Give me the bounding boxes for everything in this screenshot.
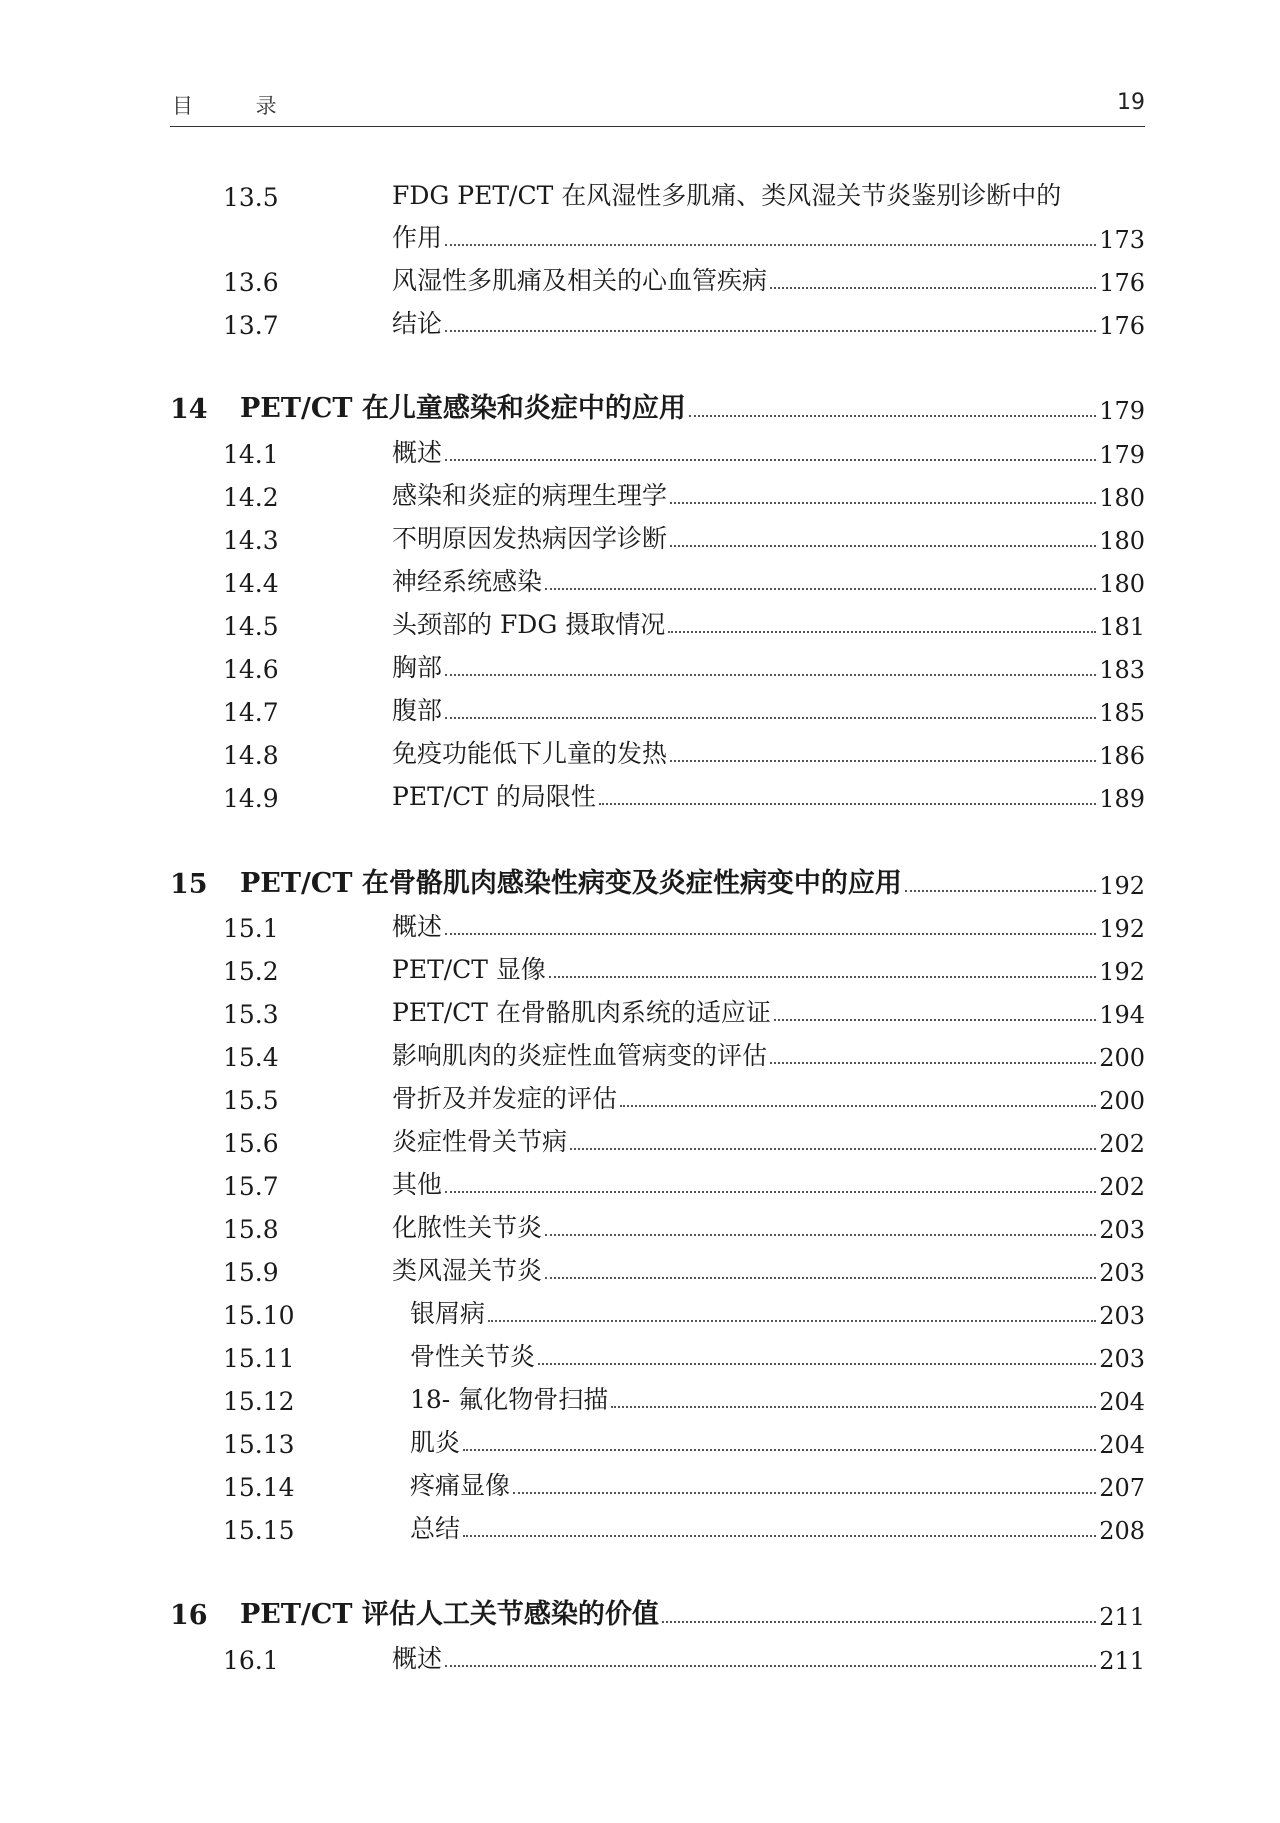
toc-entry-15-5[interactable] bbox=[170, 1075, 1145, 1115]
toc-entry-15-4[interactable] bbox=[170, 1032, 1145, 1072]
dot-leader bbox=[670, 502, 1096, 504]
toc-chapter-15[interactable] bbox=[170, 860, 1145, 900]
entry-number: 15.5 bbox=[223, 1086, 279, 1115]
entry-number: 13.6 bbox=[223, 268, 279, 297]
entry-page: 200 bbox=[1099, 1087, 1145, 1115]
toc-entry-13-5[interactable] bbox=[170, 172, 1145, 212]
chapter-title: PET/CT 在儿童感染和炎症中的应用 bbox=[240, 393, 686, 424]
toc-entry-15-2[interactable] bbox=[170, 946, 1145, 986]
entry-number: 15.4 bbox=[223, 1043, 279, 1072]
entry-title: 胸部 bbox=[392, 653, 443, 682]
toc-entry-15-7[interactable] bbox=[170, 1161, 1145, 1201]
entry-number: 14.4 bbox=[223, 569, 279, 598]
entry-title: FDG PET/CT 在风湿性多肌痛、类风湿关节炎鉴别诊断中的 bbox=[392, 181, 1062, 210]
entry-number: 14.7 bbox=[223, 698, 279, 727]
entry-page: 202 bbox=[1099, 1173, 1145, 1201]
entry-number: 14.8 bbox=[223, 741, 279, 770]
dot-leader bbox=[445, 717, 1096, 719]
entry-title: 总结 bbox=[410, 1514, 461, 1543]
entry-title: 骨性关节炎 bbox=[410, 1342, 536, 1371]
toc-entry-15-13[interactable] bbox=[170, 1419, 1145, 1459]
entry-title: PET/CT 显像 bbox=[392, 955, 546, 984]
entry-number: 15.12 bbox=[223, 1387, 295, 1416]
toc-entry-15-9[interactable] bbox=[170, 1247, 1145, 1287]
dot-leader bbox=[538, 1363, 1096, 1365]
toc-chapter-14[interactable] bbox=[170, 385, 1145, 425]
toc-entry-16-1[interactable] bbox=[170, 1635, 1145, 1675]
entry-number: 15.2 bbox=[223, 957, 279, 986]
toc-entry-15-12[interactable] bbox=[170, 1376, 1145, 1416]
entry-number: 14.2 bbox=[223, 483, 279, 512]
entry-number: 14.5 bbox=[223, 612, 279, 641]
toc-entry-14-5[interactable] bbox=[170, 601, 1145, 641]
dot-leader bbox=[445, 459, 1096, 461]
entry-page: 186 bbox=[1099, 742, 1145, 770]
entry-page: 192 bbox=[1099, 958, 1145, 986]
entry-number: 15.13 bbox=[223, 1430, 295, 1459]
dot-leader bbox=[774, 1019, 1096, 1021]
entry-title: 感染和炎症的病理生理学 bbox=[392, 481, 668, 510]
entry-title: 概述 bbox=[392, 438, 443, 467]
entry-title: 化脓性关节炎 bbox=[392, 1213, 543, 1242]
toc-chapter-16[interactable] bbox=[170, 1591, 1145, 1631]
toc-entry-13-7[interactable] bbox=[170, 300, 1145, 340]
entry-title: 其他 bbox=[392, 1170, 443, 1199]
dot-leader bbox=[599, 803, 1096, 805]
entry-page: 204 bbox=[1099, 1388, 1145, 1416]
toc-entry-14-6[interactable] bbox=[170, 644, 1145, 684]
toc-entry-15-8[interactable] bbox=[170, 1204, 1145, 1244]
entry-page: 203 bbox=[1099, 1259, 1145, 1287]
dot-leader bbox=[488, 1320, 1096, 1322]
entry-title: 不明原因发热病因学诊断 bbox=[392, 524, 668, 553]
chapter-number: 14 bbox=[170, 394, 208, 425]
entry-number: 15.15 bbox=[223, 1516, 295, 1545]
dot-leader bbox=[905, 890, 1096, 892]
entry-number: 14.9 bbox=[223, 784, 279, 813]
dot-leader bbox=[620, 1105, 1096, 1107]
dot-leader bbox=[445, 674, 1096, 676]
entry-title: 骨折及并发症的评估 bbox=[392, 1084, 618, 1113]
entry-page: 173 bbox=[1099, 226, 1145, 254]
entry-title: 概述 bbox=[392, 1644, 443, 1673]
entry-number: 15.6 bbox=[223, 1129, 279, 1158]
entry-title: 炎症性骨关节病 bbox=[392, 1127, 568, 1156]
toc-entry-14-4[interactable] bbox=[170, 558, 1145, 598]
entry-page: 203 bbox=[1099, 1216, 1145, 1244]
toc-entry-15-15[interactable] bbox=[170, 1505, 1145, 1545]
chapter-page: 192 bbox=[1099, 872, 1145, 900]
dot-leader bbox=[770, 1062, 1096, 1064]
chapter-number: 15 bbox=[170, 869, 208, 900]
toc-entry-13-6[interactable] bbox=[170, 257, 1145, 297]
dot-leader bbox=[689, 415, 1096, 417]
dot-leader bbox=[513, 1492, 1096, 1494]
dot-leader bbox=[463, 1449, 1096, 1451]
entry-page: 203 bbox=[1099, 1302, 1145, 1330]
dot-leader bbox=[445, 1665, 1096, 1667]
entry-title: 风湿性多肌痛及相关的心血管疾病 bbox=[392, 266, 768, 295]
dot-leader bbox=[545, 588, 1096, 590]
entry-title: 作用 bbox=[392, 223, 443, 252]
toc-entry-14-9[interactable] bbox=[170, 773, 1145, 813]
toc-entry-15-14[interactable] bbox=[170, 1462, 1145, 1502]
entry-page: 179 bbox=[1099, 441, 1145, 469]
dot-leader bbox=[445, 1191, 1096, 1193]
entry-page: 183 bbox=[1099, 656, 1145, 684]
entry-number: 16.1 bbox=[223, 1646, 279, 1675]
entry-title: 疼痛显像 bbox=[410, 1471, 511, 1500]
entry-title: 18- 氟化物骨扫描 bbox=[410, 1385, 609, 1414]
dot-leader bbox=[545, 1234, 1096, 1236]
entry-page: 203 bbox=[1099, 1345, 1145, 1373]
entry-page: 176 bbox=[1099, 269, 1145, 297]
entry-title: 神经系统感染 bbox=[392, 567, 543, 596]
entry-title: PET/CT 的局限性 bbox=[392, 782, 596, 811]
entry-page: 207 bbox=[1099, 1474, 1145, 1502]
entry-number: 15.1 bbox=[223, 914, 279, 943]
entry-page: 180 bbox=[1099, 527, 1145, 555]
running-header bbox=[170, 86, 1145, 127]
header-page-number: 19 bbox=[1117, 90, 1145, 115]
entry-title: PET/CT 在骨骼肌肉系统的适应证 bbox=[392, 998, 771, 1027]
dot-leader bbox=[770, 287, 1096, 289]
toc-entry-15-10[interactable] bbox=[170, 1290, 1145, 1330]
dot-leader bbox=[668, 631, 1096, 633]
toc-entry-14-8[interactable] bbox=[170, 730, 1145, 770]
entry-page: 181 bbox=[1099, 613, 1145, 641]
dot-leader bbox=[670, 545, 1096, 547]
dot-leader bbox=[662, 1621, 1096, 1623]
entry-page: 194 bbox=[1099, 1001, 1145, 1029]
entry-number: 13.7 bbox=[223, 311, 279, 340]
toc-entry-15-11[interactable] bbox=[170, 1333, 1145, 1373]
dot-leader bbox=[570, 1148, 1096, 1150]
entry-title: 头颈部的 FDG 摄取情况 bbox=[392, 610, 666, 639]
entry-number: 14.1 bbox=[223, 440, 279, 469]
entry-number: 15.11 bbox=[223, 1344, 295, 1373]
entry-title: 概述 bbox=[392, 912, 443, 941]
dot-leader bbox=[463, 1535, 1096, 1537]
entry-page: 189 bbox=[1099, 785, 1145, 813]
entry-page: 180 bbox=[1099, 570, 1145, 598]
entry-title: 腹部 bbox=[392, 696, 443, 725]
chapter-number: 16 bbox=[170, 1600, 208, 1631]
entry-number: 14.3 bbox=[223, 526, 279, 555]
chapter-page: 179 bbox=[1099, 397, 1145, 425]
dot-leader bbox=[445, 330, 1096, 332]
entry-number: 15.8 bbox=[223, 1215, 279, 1244]
dot-leader bbox=[445, 244, 1096, 246]
chapter-page: 211 bbox=[1099, 1603, 1145, 1631]
entry-title: 银屑病 bbox=[410, 1299, 486, 1328]
entry-title: 影响肌肉的炎症性血管病变的评估 bbox=[392, 1041, 768, 1070]
toc-entry-14-1[interactable] bbox=[170, 429, 1145, 469]
entry-number: 13.5 bbox=[223, 183, 279, 212]
entry-number: 14.6 bbox=[223, 655, 279, 684]
dot-leader bbox=[611, 1406, 1096, 1408]
entry-title: 结论 bbox=[392, 309, 443, 338]
entry-page: 176 bbox=[1099, 312, 1145, 340]
chapter-title: PET/CT 在骨骼肌肉感染性病变及炎症性病变中的应用 bbox=[240, 868, 902, 899]
toc-entry-15-6[interactable] bbox=[170, 1118, 1145, 1158]
header-title: 目 录 bbox=[172, 94, 305, 118]
entry-title: 免疫功能低下儿童的发热 bbox=[392, 739, 668, 768]
entry-title: 类风湿关节炎 bbox=[392, 1256, 543, 1285]
entry-title: 肌炎 bbox=[410, 1428, 461, 1457]
entry-page: 185 bbox=[1099, 699, 1145, 727]
entry-page: 204 bbox=[1099, 1431, 1145, 1459]
toc-entry-15-3[interactable] bbox=[170, 989, 1145, 1029]
entry-page: 211 bbox=[1099, 1647, 1145, 1675]
dot-leader bbox=[670, 760, 1096, 762]
toc-entry-14-3[interactable] bbox=[170, 515, 1145, 555]
entry-number: 15.7 bbox=[223, 1172, 279, 1201]
entry-page: 208 bbox=[1099, 1517, 1145, 1545]
entry-page: 202 bbox=[1099, 1130, 1145, 1158]
toc-entry-13-5-cont[interactable] bbox=[170, 214, 1145, 254]
entry-number: 15.10 bbox=[223, 1301, 295, 1330]
toc-entry-14-2[interactable] bbox=[170, 472, 1145, 512]
entry-page: 192 bbox=[1099, 915, 1145, 943]
dot-leader bbox=[445, 933, 1096, 935]
entry-number: 15.14 bbox=[223, 1473, 295, 1502]
toc-entry-15-1[interactable] bbox=[170, 903, 1145, 943]
entry-number: 15.3 bbox=[223, 1000, 279, 1029]
entry-page: 180 bbox=[1099, 484, 1145, 512]
entry-page: 200 bbox=[1099, 1044, 1145, 1072]
toc-entry-14-7[interactable] bbox=[170, 687, 1145, 727]
dot-leader bbox=[545, 1277, 1096, 1279]
chapter-title: PET/CT 评估人工关节感染的价值 bbox=[240, 1599, 659, 1630]
entry-number: 15.9 bbox=[223, 1258, 279, 1287]
dot-leader bbox=[549, 976, 1096, 978]
